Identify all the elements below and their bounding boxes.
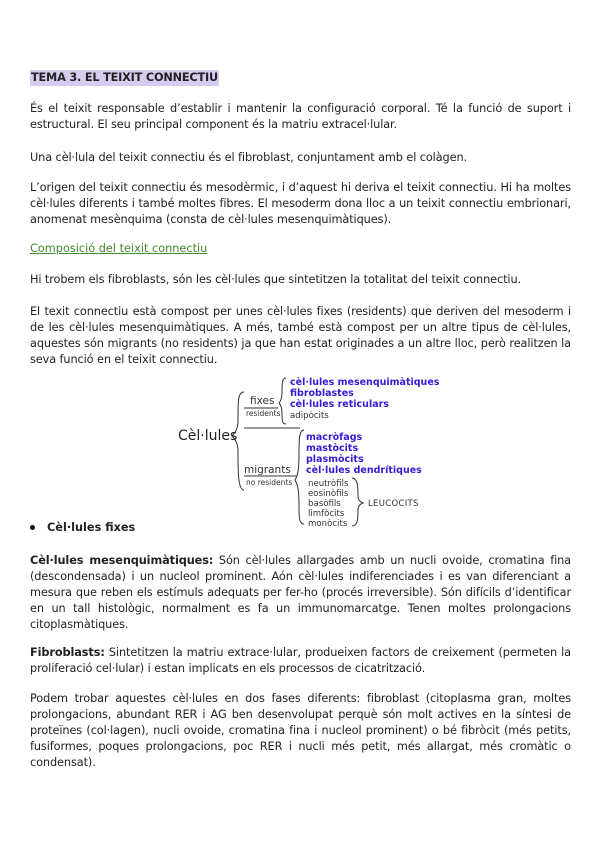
paragraph-mesenchymal [30, 553, 571, 633]
paragraph-fibroblasts [30, 645, 571, 677]
leucocit-item: neutròfils [308, 479, 349, 489]
migrants-item: macròfags [306, 432, 363, 443]
fixes-item: cèl·lules mesenquimàtiques [290, 377, 440, 388]
fixes-item-extra: adipòcits [290, 411, 329, 421]
leucocit-item: basòfils [308, 499, 341, 509]
diagram-migrants-label: migrants [244, 464, 291, 476]
leucocit-item: monòcits [308, 519, 348, 529]
diagram-fixes-sub: residents [246, 409, 281, 418]
text-fibroblasts: Sintetitzen la matriu extrace·lular, produeixen factors de creixement (permeten la proliferació cel·lular) i estan implicats en els processos de cicatrització. [30, 646, 571, 675]
bullet-heading-fixed-cells [30, 520, 135, 536]
migrants-item: mastòcits [306, 443, 359, 454]
paragraph-cell-types: El texit connectiu està compost per unes cèl·lules fixes (residents) que deriven del mesoderm i de les cèl·lules mesenquimàtiques. A més, també està compost per un altre tipus de cèl·lules, aquestes són migrants (no residents) ja que han estat originades a un altre lloc, però realitzen la seva funció en el teixit connectiu. [30, 305, 571, 366]
diagram-migrants-sub: no residents [246, 478, 293, 487]
section-subtitle: Composició del teixit connectiu [30, 242, 208, 255]
text-mesenchymal: Són cèl·lules allargades amb un nucli ovoide, cromatina fina (descondensada) i un nucleol prominent. Aón cèl·lules indiferenciades i es van diferenciant a mesura que reben els estímuls adequats per fer-ho (procés irreversible). Són difícils d’identificar en un tall histològic, normalment es fa un immunomarcatge. Tenen moltes prolongacions citoplasmàtiques. [30, 554, 571, 631]
migrants-item: cèl·lules dendrítiques [306, 465, 422, 476]
leucocit-item: eosinòfils [308, 489, 349, 499]
term-fibroblasts: Fibroblasts: [30, 646, 105, 659]
fixes-item: cèl·lules reticulars [290, 399, 389, 410]
bullet-text: Cèl·lules fixes [47, 521, 136, 534]
diagram-root-label: Cèl·lules [178, 428, 238, 444]
page-title: TEMA 3. EL TEIXIT CONNECTIU [31, 71, 218, 84]
migrants-item: plasmòcits [306, 454, 364, 465]
leucocits-label: LEUCOCITS [368, 499, 419, 509]
diagram-fixes-label: fixes [250, 395, 275, 407]
term-mesenchymal: Cèl·lules mesenquimàtiques: [30, 554, 214, 567]
paragraph-composition: Hi trobem els fibroblasts, són les cèl·lules que sintetitzen la totalitat del teixit connectiu. [30, 273, 522, 286]
paragraph-fibroblast: Una cèl·lula del teixit connectiu és el fibroblast, conjuntament amb el colàgen. [30, 151, 468, 164]
paragraph-phases: Podem trobar aquestes cèl·lules en dos fases diferents: fibroblast (citoplasma gran, moltes prolongacions, abundant RER i AG ben desenvolupat perquè són molt actives en la síntesi de proteïnes (col·lagen), nucli ovoide, cromatina fina i nucleol prominent) o bé fibròcit (més petits, fusiformes, poques prolongacions, poc RER i nucli més petit, més allargat, més cromàtic o condensat). [30, 692, 571, 769]
leucocit-item: limfòcits [308, 509, 345, 519]
fixes-item: fibroblastes [290, 388, 354, 399]
bullet-icon [30, 525, 35, 530]
paragraph-origin: L’origen del teixit connectiu és mesodèrmic, i d’aquest hi deriva el teixit connectiu. Hi ha moltes cèl·lules diferents i també moltes fibres. El mesoderm dona lloc a un teixit connectiu embrionari, anomenat mesènquima (consta de cèl·lules mesenquimàtiques). [30, 181, 571, 226]
paragraph-intro: És el teixit responsable d’establir i mantenir la configuració corporal. Té la funció de suport i estructural. El seu principal component és la matriu extracel·lular. [30, 102, 571, 131]
